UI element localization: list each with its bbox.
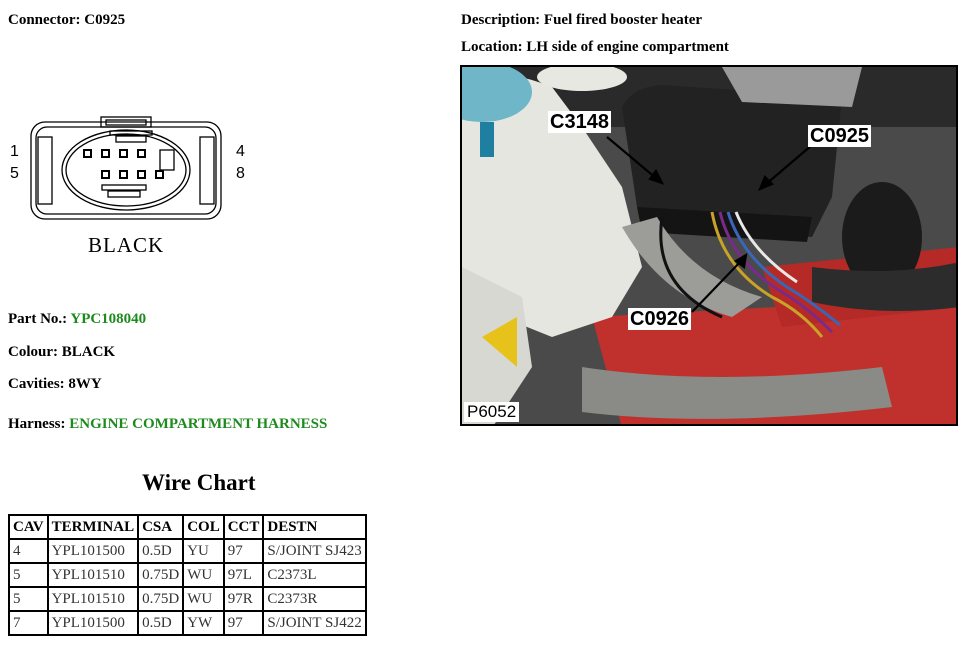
cell-cct: 97R	[224, 587, 264, 611]
cell-cct: 97L	[224, 563, 264, 587]
cell-csa: 0.5D	[138, 539, 183, 563]
cell-destn: S/JOINT SJ423	[263, 539, 365, 563]
part-no-line	[8, 311, 146, 328]
cell-col: YU	[183, 539, 224, 563]
cell-cav: 7	[9, 611, 48, 635]
photo-reference-number: P6052	[464, 402, 519, 422]
cell-terminal: YPL101500	[48, 611, 139, 635]
harness-link[interactable]: ENGINE COMPARTMENT HARNESS	[69, 416, 328, 432]
harness-label: Harness:	[8, 416, 66, 432]
location-value: LH side of engine compartment	[526, 39, 729, 55]
table-row	[9, 611, 366, 635]
pin-number-8: 8	[236, 165, 245, 182]
header-terminal: TERMINAL	[48, 515, 139, 539]
cell-csa: 0.75D	[138, 587, 183, 611]
connector-outline	[0, 95, 260, 230]
location-line	[461, 39, 729, 56]
table-row	[9, 563, 366, 587]
connector-label: Connector:	[8, 12, 81, 28]
cavities-value: 8WY	[68, 376, 102, 392]
location-label: Location:	[461, 39, 523, 55]
diagram-colour-label: BLACK	[88, 233, 165, 257]
wire-chart-table	[8, 514, 367, 636]
cell-cct: 97	[224, 611, 264, 635]
cell-cct: 97	[224, 539, 264, 563]
cell-terminal: YPL101510	[48, 563, 139, 587]
colour-value: BLACK	[61, 344, 116, 360]
callout-c3148: C3148	[550, 111, 609, 133]
cell-terminal: YPL101510	[48, 587, 139, 611]
header-csa: CSA	[138, 515, 183, 539]
description-value: Fuel fired booster heater	[543, 12, 703, 28]
header-col: COL	[183, 515, 224, 539]
colour-line	[8, 344, 115, 361]
cell-col: YW	[183, 611, 224, 635]
connector-location-photo	[460, 65, 958, 426]
part-no-label: Part No.:	[8, 311, 68, 327]
cell-col: WU	[183, 563, 224, 587]
cell-cav: 4	[9, 539, 48, 563]
cell-csa: 0.5D	[138, 611, 183, 635]
engine-bay-illustration	[462, 67, 958, 426]
cell-cav: 5	[9, 587, 48, 611]
table-row	[9, 539, 366, 563]
cavities-line	[8, 376, 102, 393]
header-cct: CCT	[224, 515, 264, 539]
callout-c0925: C0925	[810, 125, 869, 147]
cavities-label: Cavities:	[8, 376, 65, 392]
table-header-row	[9, 515, 366, 539]
cell-csa: 0.75D	[138, 563, 183, 587]
description-label: Description:	[461, 12, 541, 28]
cell-col: WU	[183, 587, 224, 611]
cell-destn: C2373R	[263, 587, 365, 611]
header-destn: DESTN	[263, 515, 365, 539]
cell-destn: S/JOINT SJ422	[263, 611, 365, 635]
description-line	[461, 12, 702, 29]
colour-label: Colour:	[8, 344, 58, 360]
callout-c0926: C0926	[630, 308, 689, 330]
header-cav: CAV	[9, 515, 48, 539]
cell-destn: C2373L	[263, 563, 365, 587]
table-row	[9, 587, 366, 611]
wire-chart-title: Wire Chart	[142, 470, 256, 495]
connector-value: C0925	[84, 12, 126, 28]
connector-line	[8, 12, 125, 29]
cell-terminal: YPL101500	[48, 539, 139, 563]
pin-number-4: 4	[236, 143, 245, 160]
harness-line	[8, 416, 327, 433]
pin-number-5: 5	[10, 165, 19, 182]
pin-number-1: 1	[10, 143, 19, 160]
cell-cav: 5	[9, 563, 48, 587]
part-no-link[interactable]: YPC108040	[70, 311, 147, 327]
